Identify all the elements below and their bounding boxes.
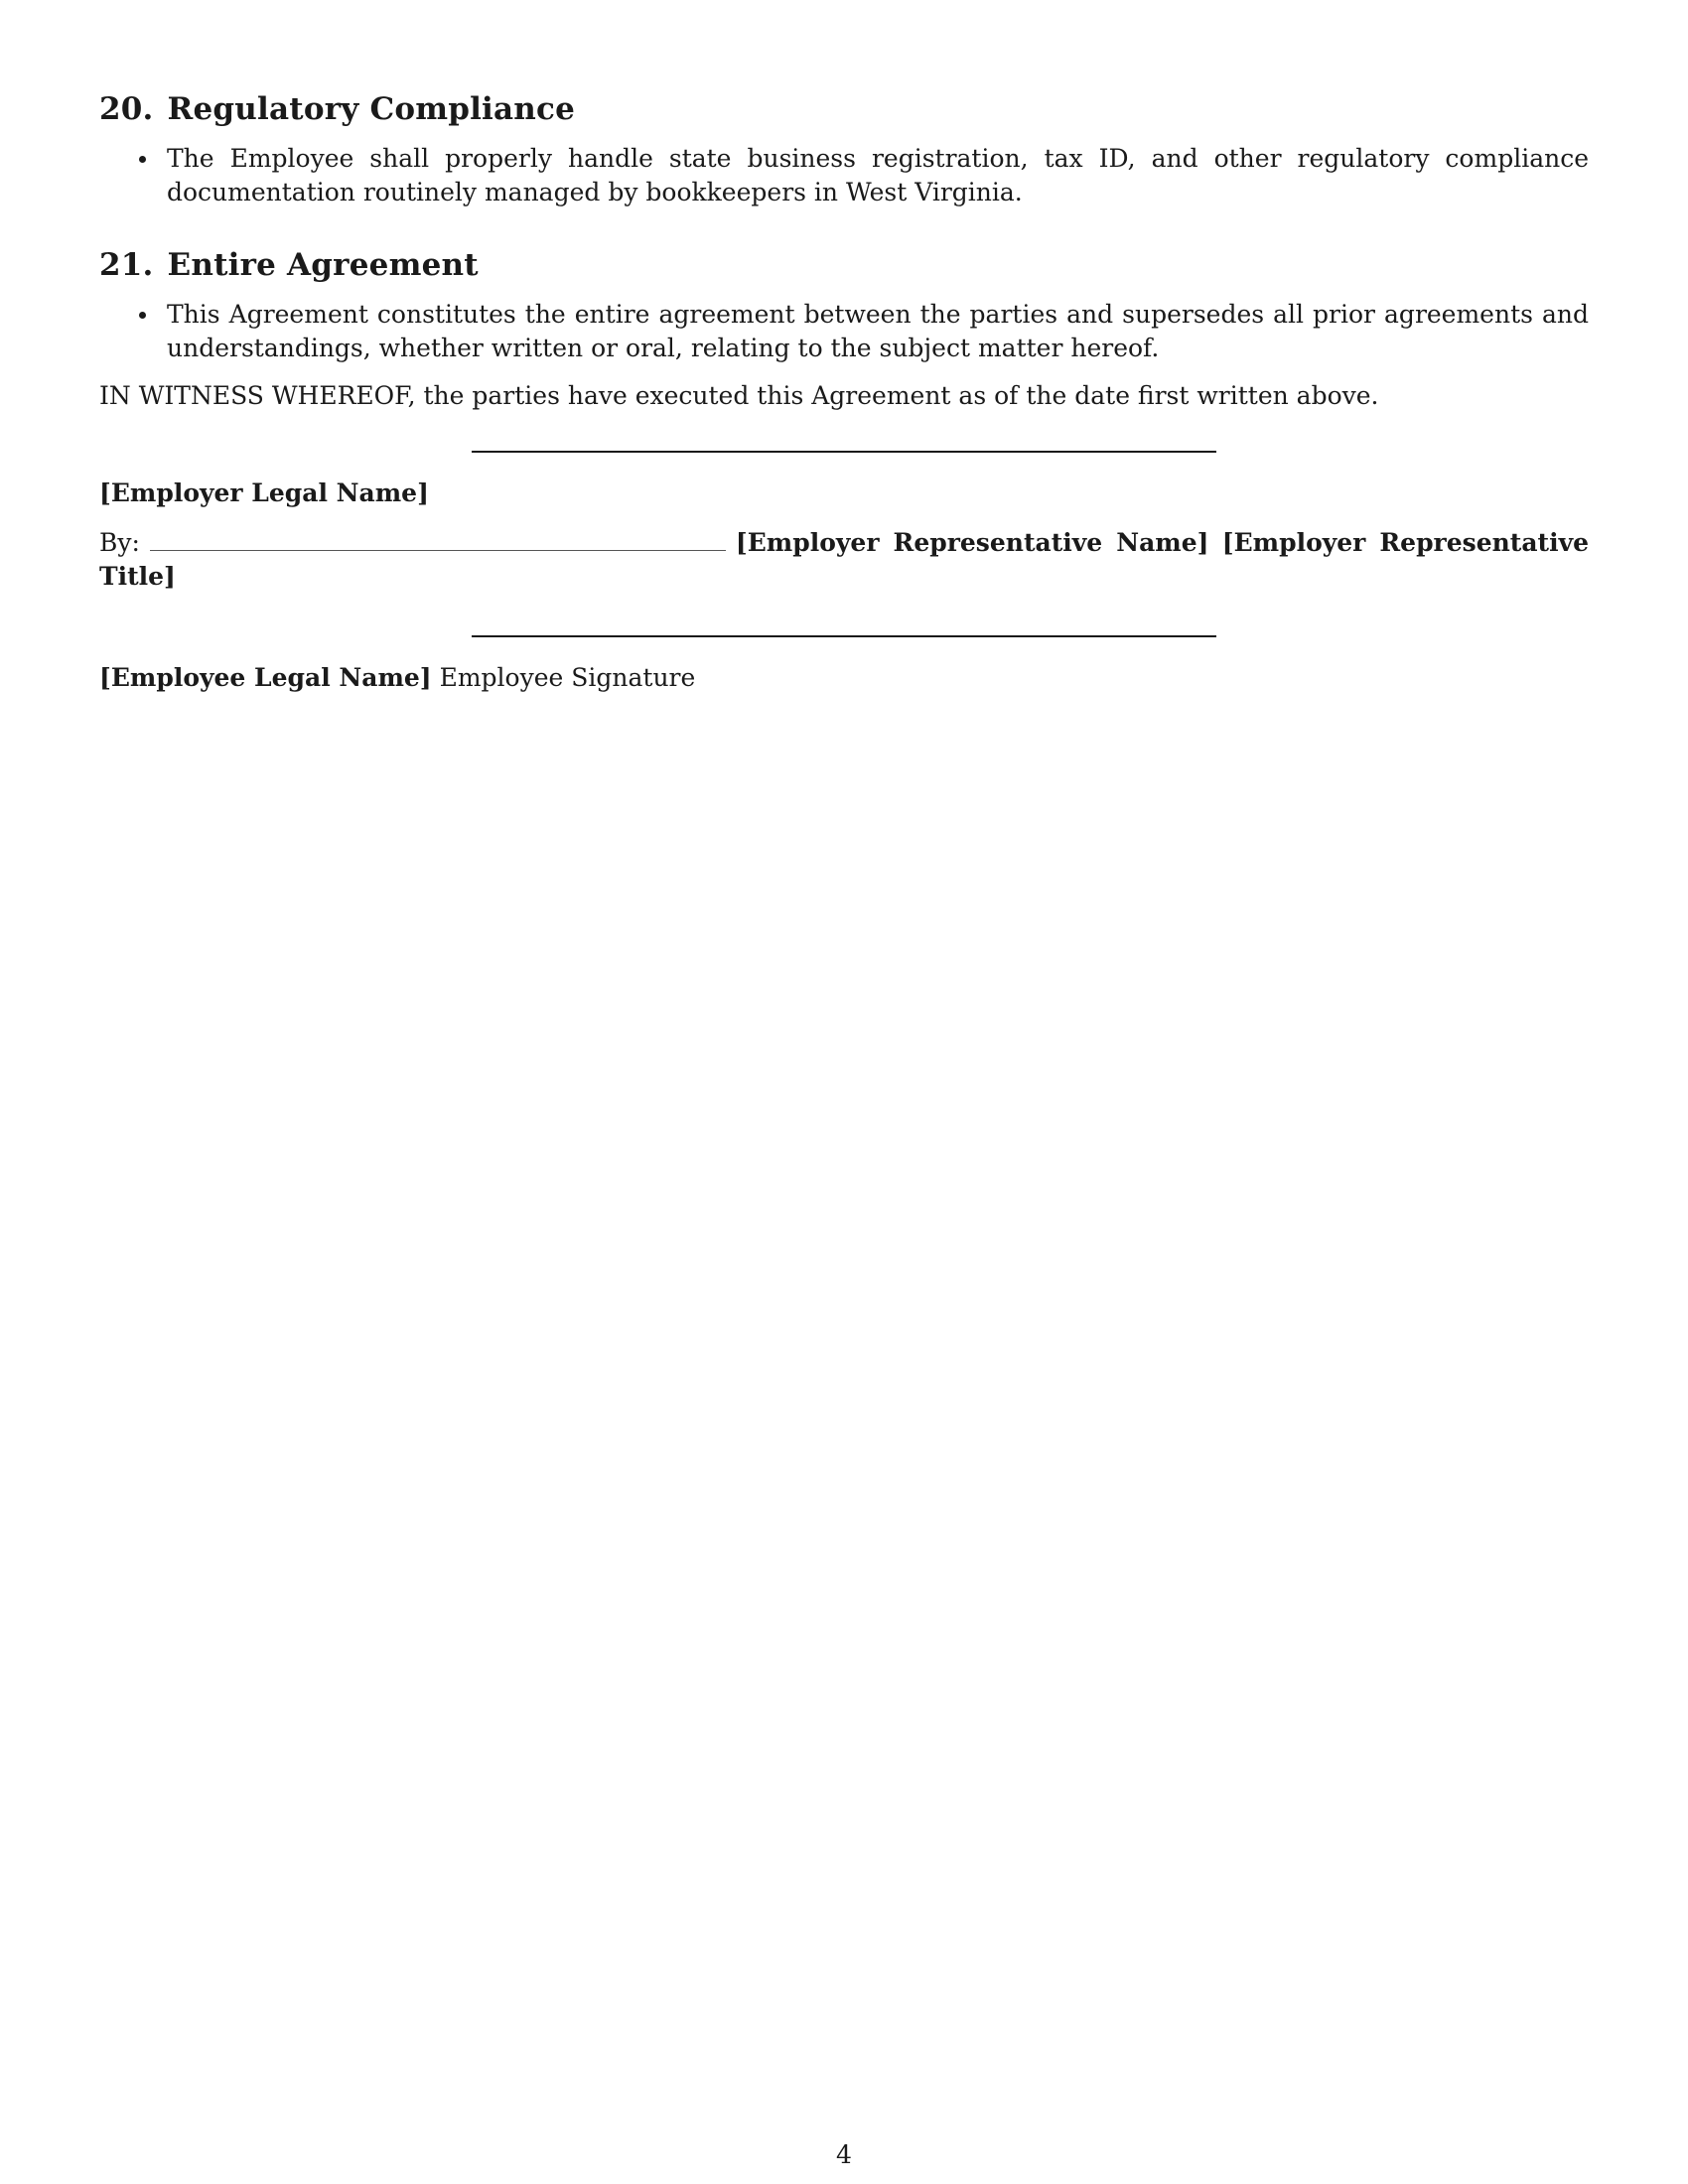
section-title: Regulatory Compliance xyxy=(167,91,576,127)
witness-clause: IN WITNESS WHEREOF, the parties have executed this Agreement as of the date first written above. xyxy=(99,381,1379,411)
bullet-text: The Employee shall properly handle state business registration, tax ID, and other regulatory compliance documentation routinely managed by bookkeepers in West Virginia. xyxy=(167,144,1589,207)
list-item xyxy=(99,142,1589,209)
employer-legal-name xyxy=(99,477,1589,510)
employer-name-text: [Employer Legal Name] xyxy=(99,478,429,508)
section-heading xyxy=(99,91,1589,128)
employee-signature-block xyxy=(99,661,1589,695)
section-heading xyxy=(99,247,1589,284)
list-item xyxy=(99,298,1589,365)
section-entire-agreement xyxy=(99,247,1589,365)
section-title: Entire Agreement xyxy=(167,247,479,284)
bullet-icon xyxy=(139,156,146,163)
bullet-icon xyxy=(139,312,146,319)
employer-rep-title: [Employer Representative Title] xyxy=(99,528,1590,592)
by-signature-blank xyxy=(150,530,726,551)
employee-legal-name: [Employee Legal Name] xyxy=(99,663,432,693)
bullet-text: This Agreement constitutes the entire agreement between the parties and supersedes all prior agreements and understandings, whether written or oral, relating to the subject matter hereof. xyxy=(167,300,1589,363)
bullet-list xyxy=(99,142,1589,209)
employer-rep-name: [Employer Representative Name] xyxy=(735,528,1209,558)
section-number: 21. xyxy=(99,247,154,284)
section-number: 20. xyxy=(99,91,154,127)
employer-by-row xyxy=(99,526,1589,594)
document-page xyxy=(99,91,1589,695)
page-number: 4 xyxy=(836,2140,852,2169)
employee-signature-label: Employee Signature xyxy=(439,663,696,693)
bullet-list xyxy=(99,298,1589,365)
section-regulatory-compliance xyxy=(99,91,1589,209)
by-label: By: xyxy=(99,528,140,558)
employee-signature-line xyxy=(472,635,1216,637)
employer-signature-line xyxy=(472,451,1216,453)
